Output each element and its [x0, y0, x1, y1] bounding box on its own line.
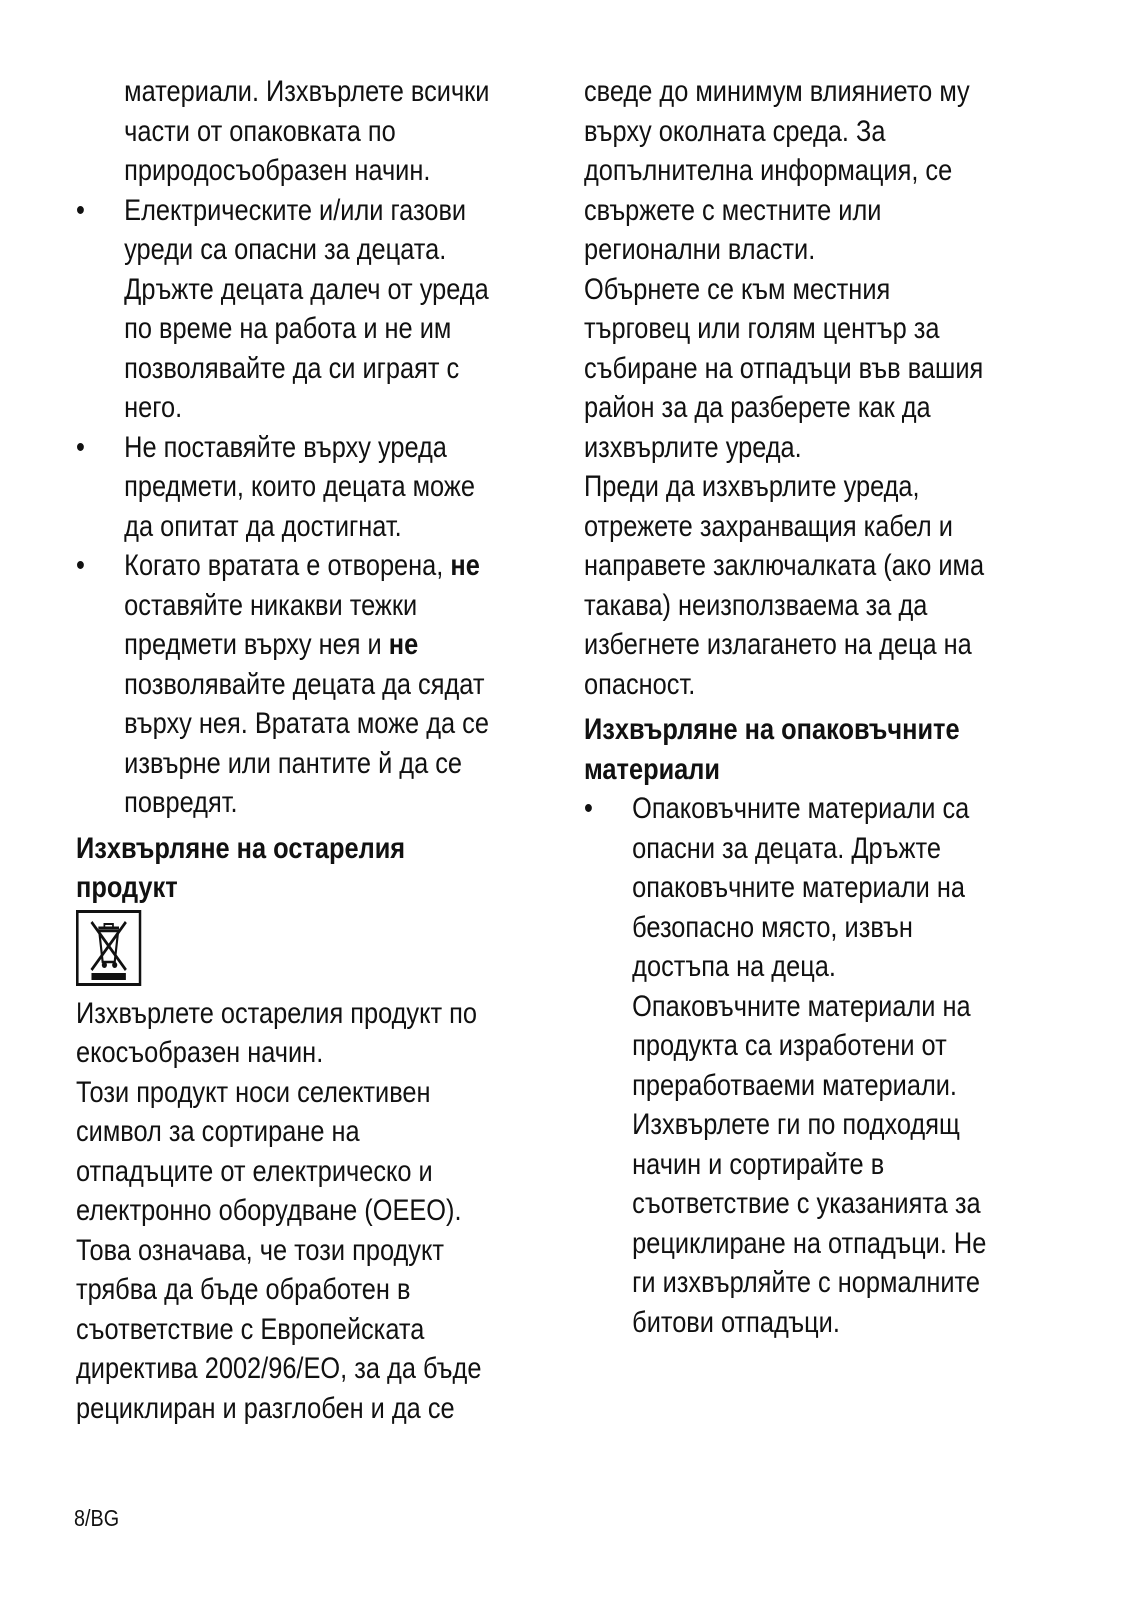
right-column: [584, 72, 1048, 1342]
text-line: Опаковъчните материали са: [632, 792, 970, 825]
text-line: Този продукт носи селективен: [76, 1075, 431, 1109]
bullet-icon: •: [584, 792, 593, 825]
text-line: него.: [124, 391, 183, 424]
bullet-item-objects-on-appliance: [76, 428, 540, 547]
text-line: да опитат да достигнат.: [124, 509, 402, 543]
weee-bin-icon: [76, 910, 141, 986]
text-line: върху нея. Вратата може да се: [124, 707, 489, 740]
section-heading-packaging: [584, 710, 1048, 789]
bullet-item-packaging: [584, 789, 1048, 1342]
text-span: Когато вратата е отворена,: [124, 549, 451, 582]
text-line: битови отпадъци.: [632, 1305, 840, 1339]
heading-line: Изхвърляне на опаковъчните: [584, 713, 960, 746]
text-line: безопасно място, извън: [632, 910, 913, 944]
emphasis-text: не: [388, 628, 419, 661]
text-line: Изхвърлете остарелия продукт по: [76, 996, 478, 1030]
text-line: върху околната среда. За: [584, 114, 886, 148]
heading-line: Изхвърляне на остарелия: [76, 831, 406, 865]
text-line: събиране на отпадъци във вашия: [584, 351, 984, 385]
text-line: символ за сортиране на: [76, 1115, 360, 1148]
text-line: район за да разберете как да: [584, 391, 931, 424]
text-line: Изхвърлете ги по подходящ: [632, 1108, 960, 1141]
cable-paragraph: [584, 467, 1048, 704]
text-line: отрежете захранващия кабел и: [584, 509, 953, 543]
bullet-icon: •: [76, 430, 85, 464]
text-line: извърне или пантите й да се: [124, 746, 463, 780]
text-line: изхвърлите уреда.: [584, 430, 802, 464]
text-line: такава) неизползваема за да: [584, 588, 928, 622]
text-line: избегнете излагането на деца на: [584, 628, 972, 661]
bullet-icon: •: [76, 549, 85, 582]
heading-line: продукт: [76, 871, 178, 904]
text-line: ги изхвърляйте с нормалните: [632, 1266, 981, 1299]
text-line: позволявайте децата да сядат: [124, 667, 485, 701]
environment-paragraph: [584, 72, 1048, 270]
text-line: електронно оборудване (ОЕЕО).: [76, 1194, 462, 1227]
text-line: допълнителна информация, се: [584, 154, 953, 187]
text-line: продукта са изработени от: [632, 1029, 947, 1062]
text-line: начин и сортирайте в: [632, 1147, 885, 1181]
text-line: регионални власти.: [584, 233, 816, 266]
text-line: оставяйте никакви тежки: [124, 588, 418, 622]
text-line: уреди са опасни за децата.: [124, 233, 447, 266]
disposal-paragraph: [76, 994, 540, 1073]
text-line: трябва да бъде обработен в: [76, 1273, 411, 1306]
text-line: преработваеми материали.: [632, 1068, 957, 1102]
text-line: части от опаковката по: [124, 114, 396, 148]
text-line: Обърнете се към местния: [584, 272, 891, 306]
section-heading-old-product: [76, 829, 540, 908]
text-line: Дръжте децата далеч от уреда: [124, 272, 489, 306]
text-line: повредят.: [124, 786, 238, 819]
bullet-item-gas-appliances: [76, 191, 540, 428]
weee-paragraph: [76, 1073, 540, 1429]
text-line: позволявайте да си играят с: [124, 351, 460, 385]
text-line: рециклиран и разглобен и да се: [76, 1391, 455, 1425]
text-line: опасност.: [584, 667, 696, 701]
text-line: съответствие с Европейската: [76, 1312, 425, 1346]
text-line: Не поставяйте върху уреда: [124, 430, 447, 464]
left-column: [76, 72, 540, 1428]
text-line: рециклиране на отпадъци. Не: [632, 1226, 987, 1260]
text-line: материали. Изхвърлете всички: [124, 75, 490, 108]
text-line: свържете с местните или: [584, 193, 882, 227]
text-line: Преди да изхвърлите уреда,: [584, 470, 920, 503]
text-line: [124, 625, 540, 665]
text-line: отпадъците от електрическо и: [76, 1154, 433, 1188]
text-line: Опаковъчните материали на: [632, 989, 971, 1023]
text-line: Това означава, че този продукт: [76, 1233, 445, 1267]
text-line: Електрическите и/или газови: [124, 193, 467, 227]
text-line: предмети, които децата може: [124, 470, 475, 503]
text-line: достъпа на деца.: [632, 950, 836, 983]
text-line: природосъобразен начин.: [124, 154, 431, 187]
text-line: екосъобразен начин.: [76, 1036, 324, 1069]
text-line: търговец или голям център за: [584, 312, 940, 345]
retailer-paragraph: [584, 270, 1048, 468]
bullet-item-open-door: [76, 546, 540, 823]
text-line: сведе до минимум влиянието му: [584, 75, 970, 108]
intro-text: [76, 72, 540, 191]
text-line: направете заключалката (ако има: [584, 549, 985, 582]
page-number: 8/BG: [74, 1505, 120, 1531]
text-line: директива 2002/96/ЕО, за да бъде: [76, 1352, 482, 1385]
text-line: съответствие с указанията за: [632, 1187, 981, 1220]
text-line: [124, 546, 540, 586]
heading-line: материали: [584, 752, 721, 786]
emphasis-text: не: [450, 549, 480, 582]
text-line: по време на работа и не им: [124, 312, 452, 345]
bullet-icon: •: [76, 193, 85, 227]
text-line: опасни за децата. Дръжте: [632, 831, 941, 865]
text-line: опаковъчните материали на: [632, 871, 965, 904]
text-span: предмети върху нея и: [124, 628, 389, 661]
